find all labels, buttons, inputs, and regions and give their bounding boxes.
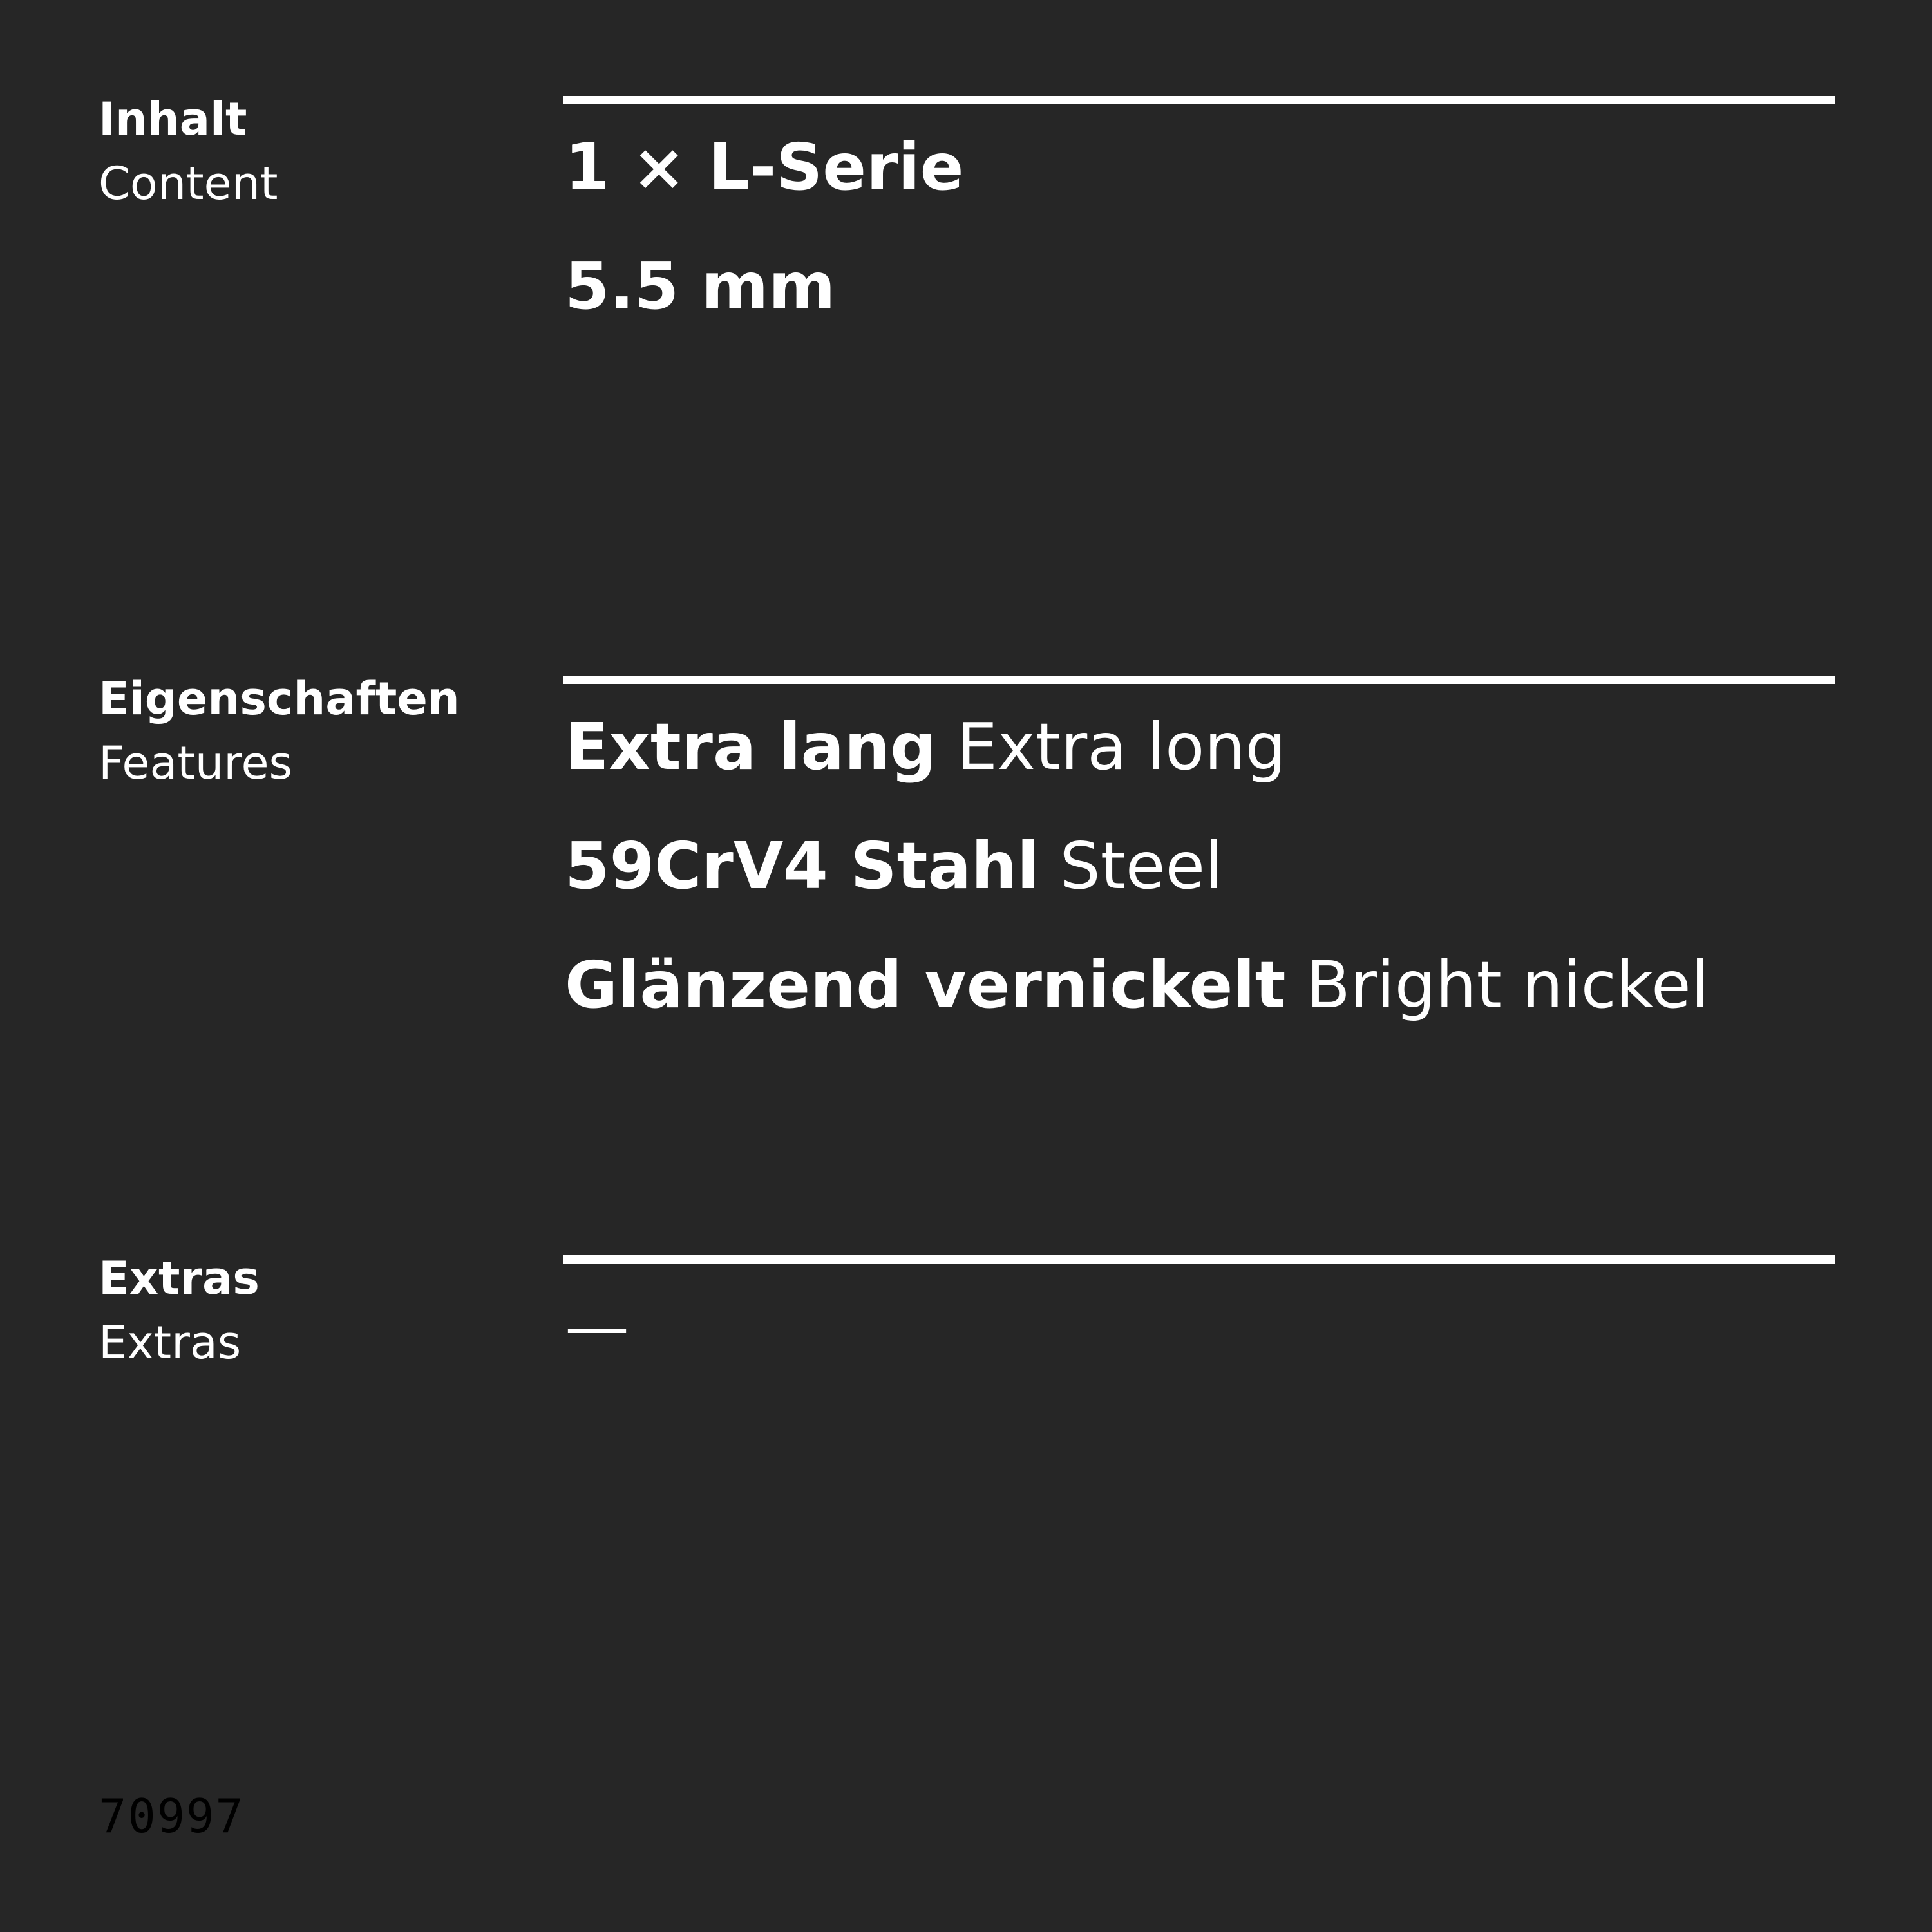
content-label-en: Content <box>99 157 278 210</box>
feature-item <box>565 806 1709 925</box>
content-line-quantity-text: 1 × L-Serie <box>565 129 964 205</box>
content-divider <box>564 96 1835 104</box>
content-values <box>565 108 963 346</box>
content-line-size <box>565 227 963 346</box>
features-label-en: Features <box>99 737 292 790</box>
article-number: 70997 <box>99 1789 245 1843</box>
feature-item-en: Extra long <box>956 709 1287 784</box>
features-label <box>99 667 460 795</box>
feature-item-en: Bright nickel <box>1306 947 1709 1023</box>
extras-label <box>99 1246 260 1375</box>
features-label-de: Eigenschaften <box>99 672 460 725</box>
content-line-quantity <box>565 108 963 227</box>
feature-item-de: 59CrV4 Stahl <box>565 828 1039 904</box>
extras-value-dash: — <box>565 1289 629 1364</box>
feature-item <box>565 687 1709 806</box>
feature-item-en: Steel <box>1059 828 1223 904</box>
content-label <box>99 87 278 216</box>
extras-label-en: Extras <box>99 1316 242 1369</box>
extras-values <box>565 1267 629 1386</box>
feature-item <box>565 925 1709 1045</box>
content-line-size-text: 5.5 mm <box>565 249 836 324</box>
extras-divider <box>564 1255 1835 1264</box>
features-divider <box>564 676 1835 684</box>
content-label-de: Inhalt <box>99 93 247 146</box>
extras-label-de: Extras <box>99 1252 260 1305</box>
feature-item-de: Glänzend vernickelt <box>565 947 1286 1023</box>
features-values <box>565 687 1709 1045</box>
extras-value <box>565 1267 629 1386</box>
feature-item-de: Extra lang <box>565 709 936 784</box>
